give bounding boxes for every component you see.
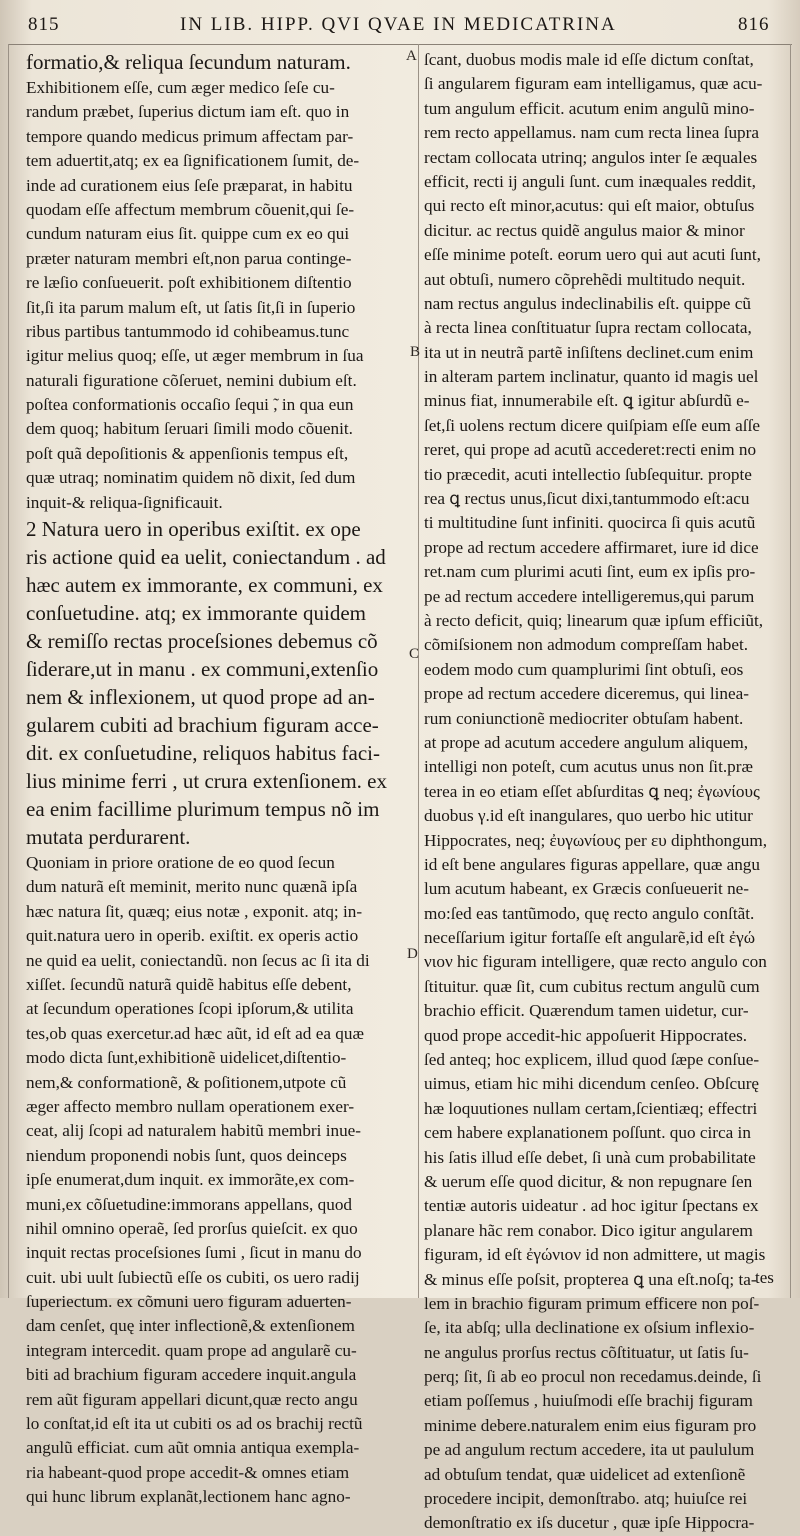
commentary-line: minime debere.naturalem enim eius figuram pro [424, 1415, 757, 1435]
commentary-line: Exhibitionem eſſe, cum æger medico ſeſe cu- [26, 78, 335, 97]
commentary-line: ſet,ſi uolens rectum dicere quiſpiam eſſe eum aſſe [424, 415, 760, 435]
commentary-line: terea in eo etiam eſſet abſurditas ꝗ neq; ἐγωνίους [424, 781, 760, 801]
margin-letter-c: C [409, 646, 420, 662]
commentary-line: naturali figuratione cõſeruet, nemini dubium eſt. [26, 370, 357, 390]
commentary-line: qui hunc librum explanãt,lectionem hanc agno- [26, 1487, 351, 1507]
commentary-line: tem aduertit,atq; ex ea ſignificationem ſumit, de- [26, 151, 360, 171]
running-header [0, 10, 800, 40]
commentary-line: at prope ad acutum accedere angulum aliquem, [424, 732, 749, 752]
commentary-line: at ſecundum operationes ſcopi ipſorum,& utilita [26, 999, 354, 1019]
commentary-line: poſt quã depoſitionis & appenſionis tempus eſt, [26, 443, 349, 463]
commentary-line: ſtituitur. quæ ſit, cum cubitus rectum angulũ cum [424, 976, 760, 996]
left-margin-rule [8, 44, 9, 1298]
commentary-line: randum præbet, ſuperius dictum iam eſt. quo in [26, 102, 350, 122]
commentary-line: reret, qui prope ad acutũ accederet:recti enim no [424, 440, 757, 460]
commentary-line: Quoniam in priore oratione de eo quod ſecun [26, 853, 335, 873]
right-column [424, 48, 780, 1536]
hippocrates-text-line: nem & inflexionem, ut quod prope ad an- [26, 685, 375, 710]
commentary-line: æger affecto membro nullam operationem exer- [26, 1096, 355, 1116]
commentary-line: nem,& conformationẽ, & poſitionem,utpote cũ [26, 1072, 347, 1092]
commentary-line: qui recto eſt minor,acutus: qui eſt maior, obtuſus [424, 196, 755, 216]
left-page-number: 815 [28, 14, 60, 35]
center-rule [418, 44, 419, 1298]
commentary-line: minus fiat, innumerabile eſt. ꝗ igitur abſurdũ e- [424, 391, 750, 411]
commentary-line: lum acutum habeant, ex Græcis conſueuerit ne- [424, 879, 750, 899]
hippocrates-text-line: ea enim facillime plurimum tempus nõ im [26, 797, 380, 822]
left-column [26, 48, 402, 1510]
commentary-line: rem recto appellamus. nam cum recta linea ſupra [424, 123, 760, 143]
commentary-line: prope ad rectum accedere diceremus, qui linea- [424, 684, 749, 704]
commentary-line: his ſatis illud eſſe debet, ſi unà cum probabilitate [424, 1147, 756, 1167]
right-page-number: 816 [738, 14, 770, 35]
margin-letter-a: A [406, 48, 417, 64]
commentary-line: demonſtratio ex iſs ducetur , quæ ipſe Hippocra- [424, 1513, 755, 1533]
commentary-line: ſed anteq; hoc explicem, illud quod ſæpe conſue- [424, 1050, 760, 1070]
commentary-line: dam cenſet, quę inter inflectionẽ,& extenſionem [26, 1316, 355, 1336]
commentary-line: xiſſet. ſecundũ naturã quidẽ habitus eſſe debent, [26, 974, 352, 994]
commentary-line: eſſe minime poteſt. eorum uero qui aut acuti ſunt, [424, 245, 761, 265]
margin-letter-b: B [410, 344, 421, 360]
commentary-line: in alteram partem inclinatur, quanto id magis uel [424, 367, 759, 387]
hippocrates-text-line: mutata perdurarent. [26, 825, 191, 850]
hippocrates-text-line: conſuetudine. atq; ex immorante quidem [26, 601, 366, 626]
commentary-line: rum coniunctionẽ mediocriter obtuſam habent. [424, 708, 744, 728]
header-rule [8, 44, 792, 45]
commentary-line: quit.natura uero in operib. exiſtit. ex operis actio [26, 926, 359, 946]
commentary-line: ne angulus prorſus rectus cõſtituatur, ut ſatis ſu- [424, 1342, 749, 1362]
commentary-line: rem aũt figuram appellari dicunt,quæ recto angu [26, 1389, 358, 1409]
commentary-line: tentiæ autoris uideatur . ad hoc igitur ſpectans ex [424, 1196, 759, 1216]
commentary-line: hæc natura ſit, quæq; eius notæ , exponit. atq; in- [26, 901, 363, 921]
commentary-line: ſit,ſi ita parum malum eſt, ut ſatis ſit,ſi in ſuperio [26, 297, 356, 317]
commentary-line: ita ut in neutrã partẽ inſiſtens declinet.cum enim [424, 342, 754, 362]
hippocrates-text-line: dit. ex conſuetudine, reliquos habitus faci- [26, 741, 380, 766]
commentary-line: angulũ efficiat. cum aũt omnia antiqua exempla- [26, 1438, 360, 1458]
commentary-line: igitur melius quoq; eſſe, ut æger membrum in ſua [26, 346, 364, 366]
commentary-line: poſtea conformationis occaſio ſequi ̃, in qua eun [26, 395, 354, 415]
commentary-line: ribus partibus tantummodo id cohibeamus.tunc [26, 321, 350, 341]
commentary-line: nam rectus angulus indeclinabilis eſt. quippe cũ [424, 293, 751, 313]
text-line: formatio,& reliqua ſecundum naturam. [26, 50, 351, 74]
commentary-line: muni,ex cõſuetudine:immorans appellans, quod [26, 1194, 353, 1214]
margin-letter-d: D [407, 946, 418, 962]
commentary-line: ad obtuſum tendat, quæ uidelicet ad extenſionẽ [424, 1464, 746, 1484]
commentary-line: prope ad rectum accedere affirmaret, iure id dice [424, 537, 759, 557]
commentary-line: ſi angularem figuram eam intelligamus, quæ acu- [424, 74, 763, 94]
commentary-line: rectam collocata utrinq; angulos inter ſe æquales [424, 147, 758, 167]
commentary-line: brachio efficit. Quærendum tamen uidetur, cur- [424, 1001, 749, 1021]
commentary-line: pe ad angulum rectum accedere, ita ut paululum [424, 1440, 755, 1460]
commentary-line: νιον hic figuram intelligere, quæ recto angulo con [424, 952, 767, 972]
commentary-line: mo:ſed eas tantũmodo, quę recto angulo conſtãt. [424, 903, 755, 923]
commentary-line: tes,ob quas exercetur.ad hæc aũt, id eſt ad ea quæ [26, 1023, 364, 1043]
commentary-line: dicitur. ac rectus quidẽ angulus maior & minor [424, 220, 745, 240]
commentary-line: inquit rectas proceſsiones ſumi , ſicut in manu do [26, 1243, 362, 1263]
commentary-line: quodam eſſe affectum membrum cõuenit,qui ſe- [26, 199, 355, 219]
commentary-line: lem in brachio figuram primum efficere non poſ- [424, 1293, 760, 1313]
commentary-line: procedere incipit, demonſtrabo. atq; huiuſce rei [424, 1489, 748, 1509]
commentary-line: eodem modo cum quamplurimi ſint obtuſi, eos [424, 659, 744, 679]
commentary-line: integram intercedit. quam prope ad angularẽ cu- [26, 1340, 357, 1360]
commentary-line: præter naturam membri eſt,non parua continge- [26, 248, 352, 268]
commentary-line: hæ loquutiones nullam certam,ſcientiæq; effectri [424, 1098, 758, 1118]
commentary-line: intelligi non poteſt, cum acutus unus non ſit.præ [424, 757, 753, 777]
catchword: tes [755, 1268, 774, 1287]
commentary-line: tum angulum efficit. acutum enim angulũ mino- [424, 98, 755, 118]
commentary-line: figuram, id eſt ἐγώνιον id non admittere, ut magis [424, 1245, 766, 1265]
commentary-line: ſuperiectum. ex cõmuni uero figuram aduerten- [26, 1292, 352, 1312]
commentary-line: modo dicta ſunt,exhibitionẽ uidelicet,diſtentio- [26, 1048, 347, 1068]
commentary-line: duobus γ.id eſt inangulares, quo uerbo hic utitur [424, 806, 753, 826]
commentary-line: à recta linea conſtituatur ſupra rectam collocata, [424, 318, 752, 338]
commentary-line: quæ utraq; nominatim quidem nõ dixit, ſed dum [26, 468, 356, 488]
commentary-line: ne quid ea uelit, coniectandũ. non ſecus ac ſi ita di [26, 950, 370, 970]
hippocrates-text-line: ſiderare,ut in manu . ex communi,extenſio [26, 657, 379, 682]
commentary-line: planare hãc rem conabor. Dico igitur angularem [424, 1220, 753, 1240]
commentary-line: neceſſarium igitur fortaſſe eſt angularẽ,id eſt ἐγώ [424, 928, 756, 948]
commentary-line: aut obtuſi, numero cõprehẽdi multitudo nequit. [424, 269, 746, 289]
hippocrates-text-line: & remiſſo rectas proceſsiones debemus cõ [26, 629, 378, 654]
commentary-line: cõmiſsionem non admodum compreſſam habet. [424, 635, 749, 655]
commentary-line: quod prope accedit-hic appoſuerit Hippocrates. [424, 1025, 748, 1045]
commentary-line: ſcant, duobus modis male id eſſe dictum conſtat, [424, 50, 754, 69]
commentary-line: cuit. ubi uult ſubiectũ eſſe os cubiti, os uero radij [26, 1267, 360, 1287]
commentary-line: lo conſtat,id eſt ita ut cubiti os ad os brachij rectũ [26, 1414, 363, 1434]
commentary-line: perq; ſit, ſi ab eo procul non recedamus.deinde, ſi [424, 1367, 762, 1387]
commentary-line: ceat, alij ſcopi ad naturalem habitũ membri inue- [26, 1121, 362, 1141]
commentary-line: id eſt bene angulares figuras appellare, quæ angu [424, 854, 760, 874]
commentary-line: à recto deficit, quiq; linearum quæ ipſum efficiũt, [424, 610, 764, 630]
commentary-line: etiam poſſemus , huiuſmodi eſſe brachij figuram [424, 1391, 753, 1411]
hippocrates-text-line: gularem cubiti ad brachium figuram acce- [26, 713, 379, 738]
commentary-line: niendum proponendi nobis ſunt, quos deinceps [26, 1145, 347, 1165]
commentary-line: dem quoq; habitum ſeruari ſimili modo cõuenit. [26, 419, 353, 439]
commentary-line: tio præcedit, acuti intellectio ſubſequitur. propte [424, 464, 752, 484]
commentary-line: nihil omnino operaẽ, ſed prorſus quieſcit. ex quo [26, 1218, 358, 1238]
running-title: IN LIB. HIPP. QVI QVAE IN MEDICATRINA [180, 14, 617, 35]
commentary-line: inquit-& reliqua-ſignificauit. [26, 492, 223, 512]
hippocrates-text-line: lius minime ferri , ut crura extenſionem. ex [26, 769, 387, 794]
commentary-line: ret.nam cum plurimi acuti ſint, eum ex ipſis pro- [424, 562, 756, 582]
commentary-line: & minus eſſe poſsit, propterea ꝗ una eſt.noſq; ta- [424, 1269, 757, 1289]
commentary-line: ſe, ita abſq; ulla declinatione ex oſsium inflexio- [424, 1318, 755, 1338]
hippocrates-text-line: hæc autem ex immorante, ex communi, ex [26, 573, 383, 598]
commentary-line: re læſio conſueuerit. poſt exhibitionem diſtentio [26, 273, 352, 293]
right-margin-rule [790, 44, 791, 1298]
commentary-line: ria habeant-quod prope accedit-& omnes etiam [26, 1462, 350, 1482]
commentary-line: efficit, recti ij anguli ſunt. cum inæquales reddit, [424, 171, 756, 191]
commentary-line: Hippocrates, neq; ἐυγωνίους per ευ diphthongum, [424, 830, 767, 850]
commentary-line: rea ꝗ rectus unus,ſicut dixi,tantummodo eſt:acu [424, 489, 750, 509]
hippocrates-text-line: ris actione quid ea uelit, coniectandum . ad [26, 545, 386, 570]
commentary-line: uimus, etiam hic mihi dicendum cenſeo. Obſcurę [424, 1074, 760, 1094]
commentary-line: ti multitudine ſunt infiniti. quocirca ſi quis acutũ [424, 513, 756, 533]
commentary-line: dum naturã eſt meminit, merito nunc quænã ipſa [26, 877, 358, 897]
commentary-line: & uerum eſſe quod dicitur, & non repugnare ſen [424, 1171, 753, 1191]
commentary-line: pe ad rectum accedere intelligeremus,qui parum [424, 586, 755, 606]
commentary-line: cundum naturam eius ſit. quippe cum ex eo qui [26, 224, 350, 244]
hippocrates-text-line: 2 Natura uero in operibus exiſtit. ex ope [26, 517, 361, 542]
commentary-line: cem habere explanationem poſſunt. quo circa in [424, 1123, 751, 1143]
commentary-line: inde ad curationem eius ſeſe præparat, in habitu [26, 175, 353, 195]
commentary-line: tempore quando medicus primum affectam par- [26, 126, 354, 146]
commentary-line: biti ad brachium figuram accedere inquit.angula [26, 1365, 357, 1385]
commentary-line: ipſe enumerat,dum inquit. ex immorãte,ex com- [26, 1170, 355, 1190]
